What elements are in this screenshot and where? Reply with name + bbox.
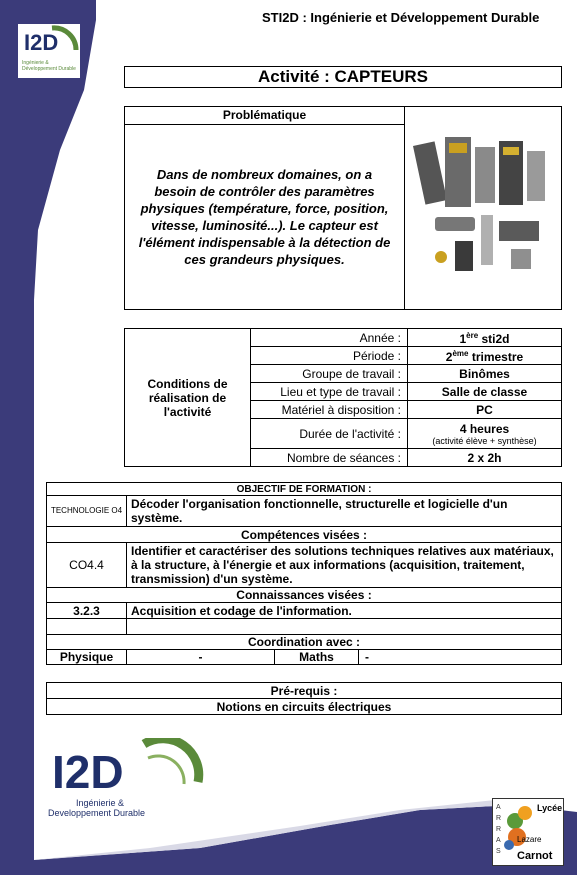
- svg-text:Ingénierie &: Ingénierie &: [76, 798, 125, 808]
- connaissances-text: Acquisition et codage de l'information.: [127, 603, 562, 619]
- svg-text:I2D: I2D: [24, 30, 59, 55]
- connaissances-header: Connaissances visées :: [47, 588, 562, 603]
- condition-label: Groupe de travail :: [251, 365, 408, 383]
- objectives-table: [46, 482, 562, 665]
- problematique-text: [124, 124, 405, 310]
- objectif-header: OBJECTIF DE FORMATION :: [47, 483, 562, 496]
- connaissances-code: 3.2.3: [47, 603, 127, 619]
- svg-text:A: A: [496, 804, 501, 811]
- coordination-value: -: [359, 650, 562, 665]
- condition-value: Salle de classe: [408, 383, 562, 401]
- header-title: STI2D : Ingénierie et Développement Durable: [262, 10, 540, 25]
- competences-code: CO4.4: [47, 543, 127, 588]
- condition-value: PC: [408, 401, 562, 419]
- svg-text:S: S: [496, 848, 501, 855]
- coordination-header: Coordination avec :: [47, 635, 562, 650]
- condition-label: Nombre de séances :: [251, 449, 408, 467]
- footer-i2d-logo: [48, 738, 208, 822]
- duration-value: 4 heures: [459, 421, 510, 436]
- empty-cell: [127, 619, 562, 635]
- svg-text:I2D: I2D: [52, 746, 124, 798]
- coordination-subject: Physique: [47, 650, 127, 665]
- condition-label: Année :: [251, 329, 408, 347]
- condition-label: Durée de l'activité :: [251, 419, 408, 449]
- competences-header: Compétences visées :: [47, 527, 562, 543]
- competences-text: Identifier et caractériser des solutions techniques relatives aux matériaux, à la structure, à l'énergie et aux informations (acquisition, traitement, transmission) d'un système.: [127, 543, 562, 588]
- activity-title: Activité : CAPTEURS: [124, 66, 562, 88]
- empty-cell: [47, 619, 127, 635]
- svg-text:A: A: [496, 837, 501, 844]
- coordination-subject: Maths: [275, 650, 359, 665]
- prerequis-text: Notions en circuits électriques: [47, 699, 562, 715]
- objectif-code: TECHNOLOGIE O4: [47, 496, 127, 527]
- duration-note: (activité élève + synthèse): [432, 435, 537, 446]
- svg-text:Lycée: Lycée: [537, 803, 563, 813]
- svg-text:Carnot: Carnot: [517, 850, 553, 862]
- svg-text:R: R: [496, 826, 502, 833]
- svg-text:Lazare: Lazare: [517, 835, 542, 844]
- conditions-table: [124, 328, 562, 467]
- condition-label: Période :: [251, 347, 408, 365]
- prerequis-table: [46, 682, 562, 715]
- svg-text:Développement Durable: Développement Durable: [22, 66, 76, 72]
- conditions-title: Conditions de réalisation de l'activité: [125, 329, 251, 467]
- condition-value: Binômes: [408, 365, 562, 383]
- i2d-logo: [18, 24, 80, 78]
- sensors-photo: [404, 106, 562, 310]
- condition-label: Lieu et type de travail :: [251, 383, 408, 401]
- condition-value: 1ère sti2d: [408, 329, 562, 347]
- condition-value: 2ème trimestre: [408, 347, 562, 365]
- svg-text:R: R: [496, 815, 502, 822]
- condition-value: 2 x 2h: [408, 449, 562, 467]
- condition-label: Matériel à disposition :: [251, 401, 408, 419]
- problematique-body: Dans de nombreux domaines, on a besoin de contrôler des paramètres physiques (température, force, position, vitesse, luminosité...). Le capteur est l'élément indispensable à la détection de ces grandeurs physiques.: [138, 167, 391, 267]
- svg-text:Ingénierie &: Ingénierie &: [22, 60, 49, 66]
- svg-text:Developpement Durable: Developpement Durable: [48, 808, 146, 818]
- coordination-value: -: [127, 650, 275, 665]
- prerequis-header: Pré-requis :: [47, 683, 562, 699]
- condition-value: [408, 419, 562, 449]
- lycee-carnot-logo: [492, 798, 564, 866]
- objectif-text: Décoder l'organisation fonctionnelle, structurelle et logicielle d'un système.: [127, 496, 562, 527]
- problematique-label: Problématique: [124, 106, 405, 125]
